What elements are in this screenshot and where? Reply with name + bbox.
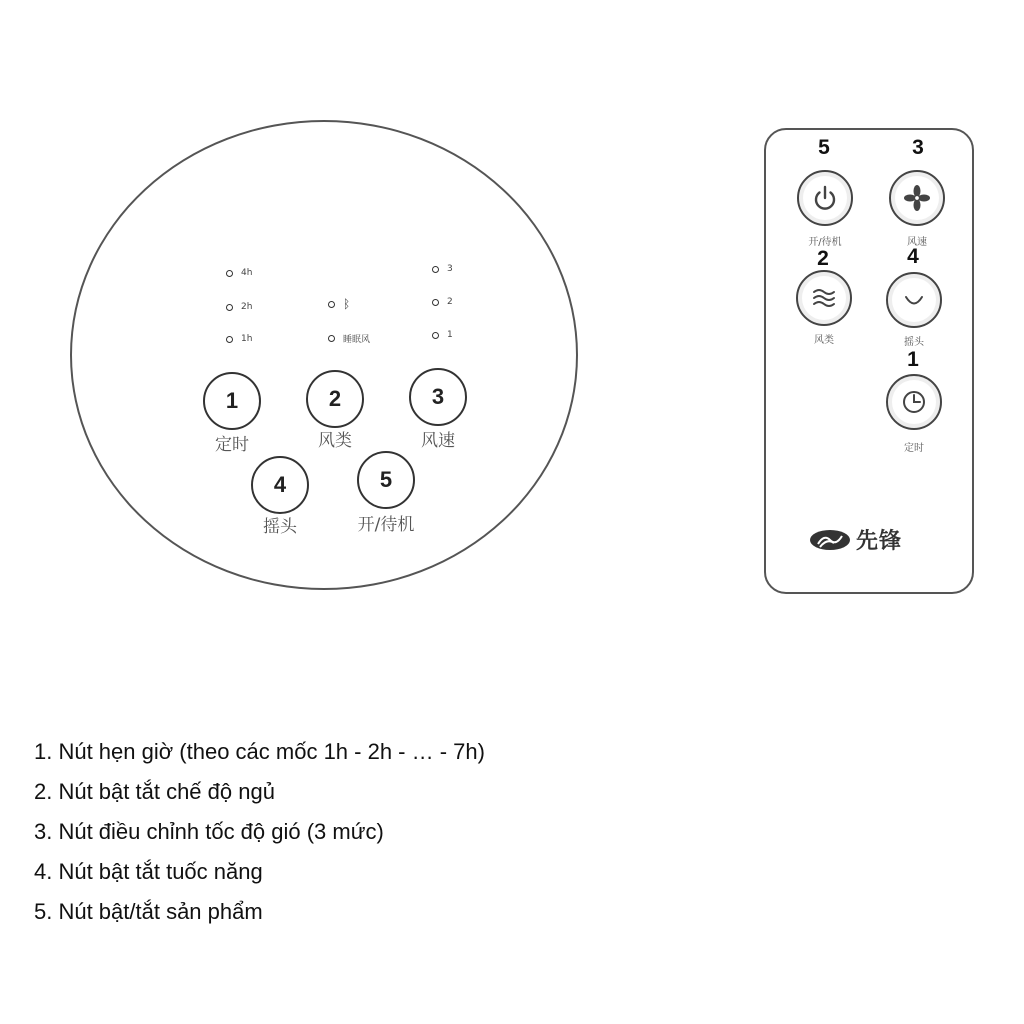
remote-wind-type-number: 2 [817, 247, 829, 270]
brand-name: 先锋 [856, 529, 903, 554]
remote-oscillate-label: 摇头 [904, 337, 924, 348]
indicator-led [328, 335, 335, 342]
panel-wind-speed-label: 风速 [421, 431, 455, 451]
power-icon [810, 183, 840, 213]
indicator-led [432, 266, 439, 273]
indicator-label: 1 [447, 330, 453, 340]
remote-power-number: 5 [818, 136, 830, 159]
remote-wind-type-label: 风类 [814, 335, 834, 346]
indicator-led [226, 270, 233, 277]
remote-speed-button[interactable] [889, 170, 945, 226]
button-legend [34, 736, 485, 936]
legend-item: 5. Nút bật/tắt sản phẩm [34, 899, 263, 924]
oscillate-icon [898, 284, 930, 316]
indicator-label: 1h [241, 334, 253, 344]
timer-clock-icon [898, 386, 930, 418]
remote-speed-number: 3 [912, 136, 924, 159]
remote-timer-button[interactable] [886, 374, 942, 430]
panel-wind-type-button[interactable]: 2 [306, 370, 364, 428]
remote-power-button[interactable] [797, 170, 853, 226]
remote-oscillate-number: 4 [907, 245, 919, 268]
panel-oscillate-label: 摇头 [263, 517, 297, 537]
panel-power-label: 开/待机 [357, 515, 415, 535]
remote-speed-label: 风速 [907, 237, 927, 248]
panel-wind-speed-button[interactable]: 3 [409, 368, 467, 426]
speed-indicator-1 [432, 330, 453, 340]
legend-item: 3. Nút điều chỉnh tốc độ gió (3 mức) [34, 819, 384, 844]
indicator-led [432, 299, 439, 306]
speed-indicator-2 [432, 297, 453, 307]
panel-timer-button[interactable]: 1 [203, 372, 261, 430]
legend-item: 1. Nút hẹn giờ (theo các mốc 1h - 2h - … - 7h) [34, 739, 485, 764]
timer-indicator-1h [226, 334, 252, 344]
wind-waves-icon [808, 282, 840, 314]
legend-item: 4. Nút bật tắt tuốc năng [34, 859, 263, 884]
speed-indicator-3 [432, 264, 453, 274]
panel-oscillate-button[interactable]: 4 [251, 456, 309, 514]
panel-timer-label: 定时 [215, 435, 249, 455]
indicator-led [432, 332, 439, 339]
remote-power-label: 开/待机 [808, 237, 842, 248]
remote-timer-number: 1 [907, 348, 919, 371]
indicator-label: 睡眠风 [343, 335, 371, 345]
indicator-led [328, 301, 335, 308]
fan-icon [901, 182, 933, 214]
brand-logo-icon [808, 528, 852, 552]
panel-wind-type-label: 风类 [318, 431, 352, 451]
indicator-label: 2 [447, 297, 453, 307]
timer-indicator-4h [226, 268, 252, 278]
indicator-led [226, 336, 233, 343]
legend-item: 2. Nút bật tắt chế độ ngủ [34, 779, 275, 804]
bluetooth-icon: ᛒ [343, 297, 351, 311]
bluetooth-indicator [328, 297, 350, 311]
remote-oscillate-button[interactable] [886, 272, 942, 328]
indicator-label: 4h [241, 268, 253, 278]
remote-wind-type-button[interactable] [796, 270, 852, 326]
indicator-label: 2h [241, 302, 253, 312]
remote-timer-label: 定时 [904, 443, 924, 454]
timer-indicator-2h [226, 302, 252, 312]
panel-power-button[interactable]: 5 [357, 451, 415, 509]
indicator-led [226, 304, 233, 311]
sleep-wind-indicator [328, 332, 370, 345]
brand [808, 524, 902, 555]
indicator-label: 3 [447, 264, 453, 274]
